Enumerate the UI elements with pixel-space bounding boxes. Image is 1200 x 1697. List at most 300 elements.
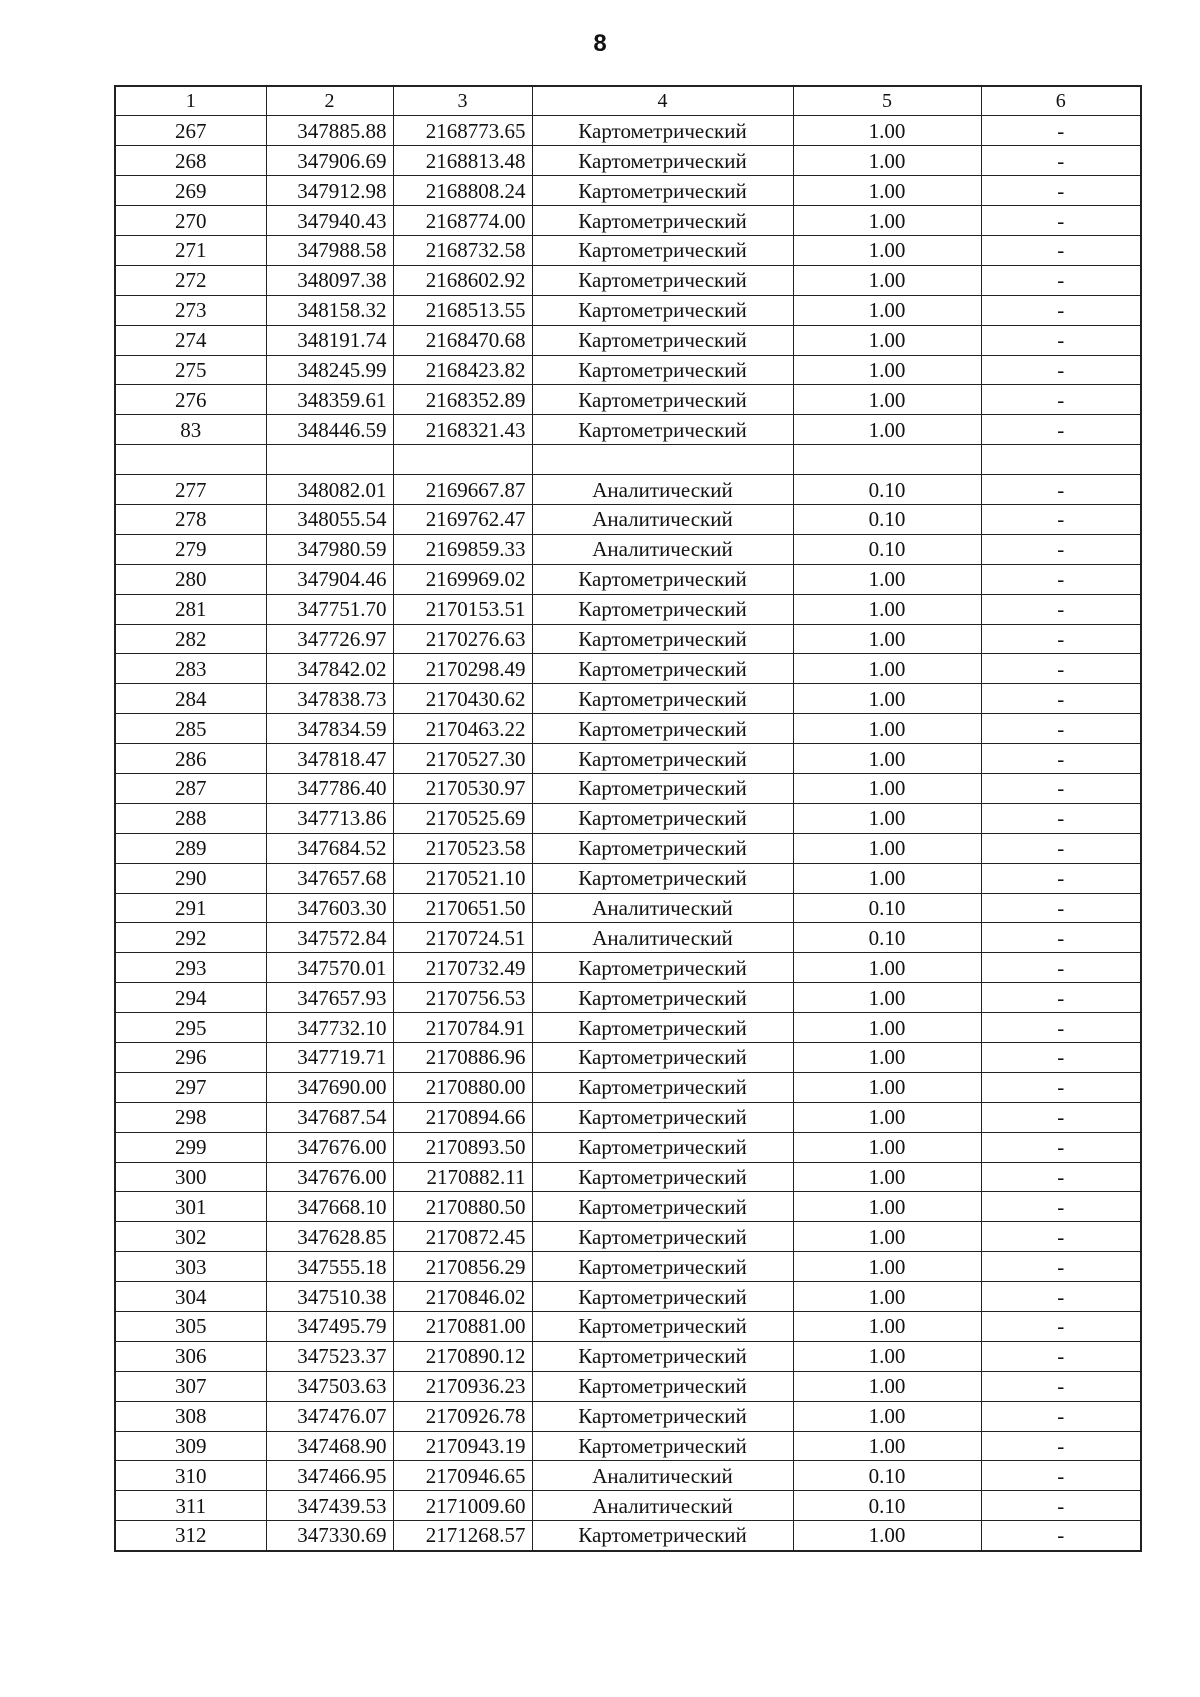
cell-x: 348097.38 xyxy=(266,265,393,295)
table-row xyxy=(115,534,1141,564)
cell-y: 2169762.47 xyxy=(393,504,532,534)
cell-method: Картометрический xyxy=(532,325,793,355)
table-row xyxy=(115,445,1141,475)
cell-x: 347676.00 xyxy=(266,1162,393,1192)
cell-point-number: 281 xyxy=(115,594,266,624)
table-row xyxy=(115,1072,1141,1102)
cell-method: Аналитический xyxy=(532,923,793,953)
cell-accuracy: 1.00 xyxy=(793,176,981,206)
cell-point-number: 289 xyxy=(115,833,266,863)
cell-point-number: 302 xyxy=(115,1222,266,1252)
cell-y: 2170276.63 xyxy=(393,624,532,654)
cell-accuracy: 1.00 xyxy=(793,265,981,295)
cell-description: - xyxy=(981,146,1141,176)
header-cell-description: 6 xyxy=(981,86,1141,116)
table-row xyxy=(115,1491,1141,1521)
cell-y: 2170651.50 xyxy=(393,893,532,923)
table-row xyxy=(115,475,1141,505)
cell-description: - xyxy=(981,863,1141,893)
cell-y: 2170890.12 xyxy=(393,1341,532,1371)
cell-method: Картометрический xyxy=(532,594,793,624)
cell-point-number: 298 xyxy=(115,1102,266,1132)
table-row xyxy=(115,1431,1141,1461)
cell-method: Картометрический xyxy=(532,863,793,893)
cell-accuracy: 1.00 xyxy=(793,564,981,594)
table-row xyxy=(115,1192,1141,1222)
cell-description: - xyxy=(981,1072,1141,1102)
table-row xyxy=(115,714,1141,744)
cell-y: 2168321.43 xyxy=(393,415,532,445)
cell-y: 2170527.30 xyxy=(393,744,532,774)
cell-x: 348082.01 xyxy=(266,475,393,505)
cell-accuracy: 0.10 xyxy=(793,1461,981,1491)
cell-x: 347786.40 xyxy=(266,773,393,803)
table-row xyxy=(115,295,1141,325)
cell-x: 347570.01 xyxy=(266,953,393,983)
cell-method: Картометрический xyxy=(532,803,793,833)
cell-method: Картометрический xyxy=(532,1013,793,1043)
cell-x: 347495.79 xyxy=(266,1312,393,1342)
cell-x: 347885.88 xyxy=(266,116,393,146)
cell-method: Картометрический xyxy=(532,1341,793,1371)
cell-point-number: 294 xyxy=(115,983,266,1013)
cell-x: 347503.63 xyxy=(266,1371,393,1401)
cell-description: - xyxy=(981,385,1141,415)
cell-y: 2170893.50 xyxy=(393,1132,532,1162)
cell-y: 2170880.50 xyxy=(393,1192,532,1222)
cell-x: 348446.59 xyxy=(266,415,393,445)
cell-y: 2168773.65 xyxy=(393,116,532,146)
cell-y: 2170936.23 xyxy=(393,1371,532,1401)
cell-accuracy: 0.10 xyxy=(793,534,981,564)
cell-point-number: 278 xyxy=(115,504,266,534)
cell-point-number: 275 xyxy=(115,355,266,385)
cell-method: Картометрический xyxy=(532,983,793,1013)
cell-y: 2169667.87 xyxy=(393,475,532,505)
table-row xyxy=(115,744,1141,774)
table-row xyxy=(115,594,1141,624)
cell-description: - xyxy=(981,564,1141,594)
cell-method: Картометрический xyxy=(532,265,793,295)
cell-x: 347713.86 xyxy=(266,803,393,833)
cell-method: Картометрический xyxy=(532,235,793,265)
cell-point-number: 285 xyxy=(115,714,266,744)
cell-accuracy: 1.00 xyxy=(793,415,981,445)
cell-accuracy: 1.00 xyxy=(793,953,981,983)
table-row xyxy=(115,1132,1141,1162)
cell-x: 347818.47 xyxy=(266,744,393,774)
cell-y: 2168602.92 xyxy=(393,265,532,295)
cell-accuracy: 1.00 xyxy=(793,1431,981,1461)
cell-description: - xyxy=(981,1521,1141,1551)
cell-accuracy: 1.00 xyxy=(793,1521,981,1551)
cell-description: - xyxy=(981,594,1141,624)
cell-accuracy: 1.00 xyxy=(793,1043,981,1073)
table-row xyxy=(115,624,1141,654)
cell-description: - xyxy=(981,504,1141,534)
cell-method: Картометрический xyxy=(532,1072,793,1102)
cell-accuracy: 1.00 xyxy=(793,1192,981,1222)
cell-point-number: 312 xyxy=(115,1521,266,1551)
cell-point-number: 290 xyxy=(115,863,266,893)
cell-accuracy: 0.10 xyxy=(793,504,981,534)
cell-x xyxy=(266,445,393,475)
header-cell-x: 2 xyxy=(266,86,393,116)
cell-point-number: 282 xyxy=(115,624,266,654)
cell-accuracy: 1.00 xyxy=(793,624,981,654)
cell-point-number: 288 xyxy=(115,803,266,833)
cell-method: Картометрический xyxy=(532,714,793,744)
cell-accuracy: 1.00 xyxy=(793,1282,981,1312)
cell-method: Аналитический xyxy=(532,1491,793,1521)
cell-x: 347842.02 xyxy=(266,654,393,684)
cell-point-number: 296 xyxy=(115,1043,266,1073)
cell-x: 347904.46 xyxy=(266,564,393,594)
cell-description: - xyxy=(981,833,1141,863)
cell-y xyxy=(393,445,532,475)
table-row xyxy=(115,504,1141,534)
header-cell-point-number: 1 xyxy=(115,86,266,116)
cell-description: - xyxy=(981,1461,1141,1491)
table-row xyxy=(115,1162,1141,1192)
cell-point-number: 309 xyxy=(115,1431,266,1461)
cell-method: Картометрический xyxy=(532,1521,793,1551)
cell-method: Картометрический xyxy=(532,1371,793,1401)
cell-description: - xyxy=(981,803,1141,833)
cell-description: - xyxy=(981,1043,1141,1073)
cell-method: Аналитический xyxy=(532,534,793,564)
cell-x: 347657.93 xyxy=(266,983,393,1013)
cell-x: 347687.54 xyxy=(266,1102,393,1132)
cell-point-number: 304 xyxy=(115,1282,266,1312)
cell-accuracy: 1.00 xyxy=(793,1312,981,1342)
cell-accuracy: 1.00 xyxy=(793,833,981,863)
table-row xyxy=(115,1102,1141,1132)
table-row xyxy=(115,684,1141,714)
cell-accuracy: 1.00 xyxy=(793,1401,981,1431)
cell-y: 2170882.11 xyxy=(393,1162,532,1192)
header-cell-accuracy: 5 xyxy=(793,86,981,116)
cell-point-number: 272 xyxy=(115,265,266,295)
cell-description: - xyxy=(981,624,1141,654)
cell-description: - xyxy=(981,1102,1141,1132)
cell-y: 2168470.68 xyxy=(393,325,532,355)
cell-accuracy: 1.00 xyxy=(793,1132,981,1162)
cell-method: Картометрический xyxy=(532,564,793,594)
table-row xyxy=(115,1222,1141,1252)
header-cell-method: 4 xyxy=(532,86,793,116)
cell-description: - xyxy=(981,235,1141,265)
cell-method: Картометрический xyxy=(532,624,793,654)
cell-method: Картометрический xyxy=(532,654,793,684)
cell-point-number: 269 xyxy=(115,176,266,206)
cell-point-number: 267 xyxy=(115,116,266,146)
cell-method: Картометрический xyxy=(532,953,793,983)
cell-x: 347676.00 xyxy=(266,1132,393,1162)
cell-description: - xyxy=(981,1371,1141,1401)
table-body xyxy=(115,86,1141,1551)
cell-x: 347726.97 xyxy=(266,624,393,654)
table-header-row xyxy=(115,86,1141,116)
cell-x: 348158.32 xyxy=(266,295,393,325)
cell-accuracy: 1.00 xyxy=(793,295,981,325)
cell-point-number: 297 xyxy=(115,1072,266,1102)
cell-description: - xyxy=(981,1132,1141,1162)
table-row xyxy=(115,116,1141,146)
cell-description: - xyxy=(981,265,1141,295)
cell-point-number: 292 xyxy=(115,923,266,953)
cell-x: 347719.71 xyxy=(266,1043,393,1073)
cell-accuracy: 1.00 xyxy=(793,235,981,265)
cell-y: 2170926.78 xyxy=(393,1401,532,1431)
cell-point-number: 286 xyxy=(115,744,266,774)
cell-method: Картометрический xyxy=(532,146,793,176)
cell-x: 348191.74 xyxy=(266,325,393,355)
cell-accuracy: 0.10 xyxy=(793,1491,981,1521)
table-row xyxy=(115,265,1141,295)
cell-accuracy: 1.00 xyxy=(793,1341,981,1371)
cell-accuracy: 1.00 xyxy=(793,654,981,684)
cell-y: 2170430.62 xyxy=(393,684,532,714)
cell-y: 2170523.58 xyxy=(393,833,532,863)
cell-accuracy: 0.10 xyxy=(793,893,981,923)
cell-x: 347439.53 xyxy=(266,1491,393,1521)
cell-x: 347834.59 xyxy=(266,714,393,744)
cell-accuracy: 1.00 xyxy=(793,684,981,714)
cell-point-number: 303 xyxy=(115,1252,266,1282)
table-row xyxy=(115,953,1141,983)
cell-description: - xyxy=(981,1013,1141,1043)
cell-description: - xyxy=(981,953,1141,983)
cell-description: - xyxy=(981,983,1141,1013)
cell-x: 347980.59 xyxy=(266,534,393,564)
cell-point-number: 293 xyxy=(115,953,266,983)
cell-point-number: 291 xyxy=(115,893,266,923)
cell-method: Картометрический xyxy=(532,773,793,803)
cell-method: Картометрический xyxy=(532,295,793,325)
cell-y: 2170881.00 xyxy=(393,1312,532,1342)
cell-method: Картометрический xyxy=(532,1282,793,1312)
cell-x: 347628.85 xyxy=(266,1222,393,1252)
coordinates-table xyxy=(114,85,1142,1552)
table-row xyxy=(115,923,1141,953)
cell-accuracy: 1.00 xyxy=(793,1222,981,1252)
cell-y: 2170943.19 xyxy=(393,1431,532,1461)
cell-method: Картометрический xyxy=(532,176,793,206)
cell-point-number: 270 xyxy=(115,206,266,236)
table-row xyxy=(115,176,1141,206)
cell-point-number: 300 xyxy=(115,1162,266,1192)
cell-description: - xyxy=(981,1312,1141,1342)
cell-accuracy: 1.00 xyxy=(793,1252,981,1282)
cell-description: - xyxy=(981,1282,1141,1312)
cell-x: 347906.69 xyxy=(266,146,393,176)
cell-method: Картометрический xyxy=(532,1162,793,1192)
cell-description: - xyxy=(981,1222,1141,1252)
cell-y: 2170153.51 xyxy=(393,594,532,624)
cell-accuracy: 1.00 xyxy=(793,744,981,774)
cell-point-number: 295 xyxy=(115,1013,266,1043)
table-row xyxy=(115,893,1141,923)
cell-point-number: 287 xyxy=(115,773,266,803)
cell-method: Картометрический xyxy=(532,415,793,445)
cell-description: - xyxy=(981,923,1141,953)
cell-y: 2170856.29 xyxy=(393,1252,532,1282)
cell-point-number: 306 xyxy=(115,1341,266,1371)
cell-point-number: 274 xyxy=(115,325,266,355)
table-row xyxy=(115,325,1141,355)
cell-description: - xyxy=(981,1491,1141,1521)
cell-point-number: 279 xyxy=(115,534,266,564)
cell-method: Картометрический xyxy=(532,1252,793,1282)
cell-y: 2168513.55 xyxy=(393,295,532,325)
cell-x: 347988.58 xyxy=(266,235,393,265)
cell-y: 2170894.66 xyxy=(393,1102,532,1132)
cell-description: - xyxy=(981,1431,1141,1461)
cell-y: 2170525.69 xyxy=(393,803,532,833)
cell-point-number: 311 xyxy=(115,1491,266,1521)
cell-x: 347684.52 xyxy=(266,833,393,863)
cell-y: 2169969.02 xyxy=(393,564,532,594)
cell-point-number: 280 xyxy=(115,564,266,594)
cell-description: - xyxy=(981,295,1141,325)
cell-method: Картометрический xyxy=(532,744,793,774)
cell-x: 347510.38 xyxy=(266,1282,393,1312)
cell-method: Картометрический xyxy=(532,1132,793,1162)
table-row xyxy=(115,773,1141,803)
cell-description: - xyxy=(981,893,1141,923)
cell-y: 2170732.49 xyxy=(393,953,532,983)
cell-y: 2168352.89 xyxy=(393,385,532,415)
cell-x: 347838.73 xyxy=(266,684,393,714)
cell-x: 347466.95 xyxy=(266,1461,393,1491)
table-row xyxy=(115,654,1141,684)
cell-point-number: 310 xyxy=(115,1461,266,1491)
cell-accuracy: 1.00 xyxy=(793,1072,981,1102)
cell-method: Картометрический xyxy=(532,206,793,236)
table-row xyxy=(115,1013,1141,1043)
cell-y: 2170298.49 xyxy=(393,654,532,684)
cell-method: Картометрический xyxy=(532,1431,793,1461)
cell-point-number: 83 xyxy=(115,415,266,445)
cell-point-number: 308 xyxy=(115,1401,266,1431)
cell-accuracy: 1.00 xyxy=(793,983,981,1013)
cell-point-number: 273 xyxy=(115,295,266,325)
table-row xyxy=(115,146,1141,176)
cell-x: 347668.10 xyxy=(266,1192,393,1222)
table-row xyxy=(115,1461,1141,1491)
cell-y: 2170724.51 xyxy=(393,923,532,953)
cell-accuracy: 1.00 xyxy=(793,714,981,744)
cell-method: Аналитический xyxy=(532,504,793,534)
cell-method: Аналитический xyxy=(532,475,793,505)
cell-method: Картометрический xyxy=(532,1222,793,1252)
cell-accuracy: 1.00 xyxy=(793,355,981,385)
cell-point-number: 301 xyxy=(115,1192,266,1222)
cell-y: 2170521.10 xyxy=(393,863,532,893)
cell-x: 348245.99 xyxy=(266,355,393,385)
cell-y: 2171268.57 xyxy=(393,1521,532,1551)
cell-accuracy: 1.00 xyxy=(793,594,981,624)
cell-accuracy: 1.00 xyxy=(793,1371,981,1401)
cell-accuracy: 1.00 xyxy=(793,206,981,236)
table-row xyxy=(115,1282,1141,1312)
table-row xyxy=(115,863,1141,893)
cell-y: 2170756.53 xyxy=(393,983,532,1013)
table-row xyxy=(115,803,1141,833)
table-row xyxy=(115,564,1141,594)
table-row xyxy=(115,1252,1141,1282)
cell-y: 2168423.82 xyxy=(393,355,532,385)
cell-accuracy: 1.00 xyxy=(793,116,981,146)
cell-x: 347523.37 xyxy=(266,1341,393,1371)
header-cell-y: 3 xyxy=(393,86,532,116)
cell-x: 348359.61 xyxy=(266,385,393,415)
cell-x: 347468.90 xyxy=(266,1431,393,1461)
table-row xyxy=(115,355,1141,385)
cell-point-number: 307 xyxy=(115,1371,266,1401)
cell-y: 2170872.45 xyxy=(393,1222,532,1252)
cell-accuracy: 0.10 xyxy=(793,923,981,953)
cell-accuracy: 1.00 xyxy=(793,146,981,176)
cell-x: 347555.18 xyxy=(266,1252,393,1282)
cell-accuracy: 1.00 xyxy=(793,803,981,833)
cell-description: - xyxy=(981,1401,1141,1431)
table-row xyxy=(115,385,1141,415)
cell-point-number: 283 xyxy=(115,654,266,684)
cell-description: - xyxy=(981,1162,1141,1192)
cell-y: 2169859.33 xyxy=(393,534,532,564)
cell-accuracy xyxy=(793,445,981,475)
cell-x: 347751.70 xyxy=(266,594,393,624)
table-row xyxy=(115,1521,1141,1551)
cell-accuracy: 1.00 xyxy=(793,863,981,893)
cell-y: 2168732.58 xyxy=(393,235,532,265)
cell-y: 2170886.96 xyxy=(393,1043,532,1073)
cell-x: 347572.84 xyxy=(266,923,393,953)
table-row xyxy=(115,1312,1141,1342)
cell-method: Картометрический xyxy=(532,385,793,415)
cell-description: - xyxy=(981,684,1141,714)
cell-y: 2170530.97 xyxy=(393,773,532,803)
cell-accuracy: 1.00 xyxy=(793,1162,981,1192)
cell-point-number: 268 xyxy=(115,146,266,176)
cell-description: - xyxy=(981,116,1141,146)
table-row xyxy=(115,983,1141,1013)
cell-y: 2170880.00 xyxy=(393,1072,532,1102)
cell-point-number: 299 xyxy=(115,1132,266,1162)
cell-description: - xyxy=(981,325,1141,355)
cell-description: - xyxy=(981,744,1141,774)
cell-method: Аналитический xyxy=(532,1461,793,1491)
cell-y: 2170784.91 xyxy=(393,1013,532,1043)
cell-x: 348055.54 xyxy=(266,504,393,534)
cell-y: 2171009.60 xyxy=(393,1491,532,1521)
page-number: 8 xyxy=(593,30,607,57)
cell-description: - xyxy=(981,1341,1141,1371)
cell-method: Картометрический xyxy=(532,833,793,863)
cell-y: 2168774.00 xyxy=(393,206,532,236)
table-row xyxy=(115,1401,1141,1431)
cell-method: Картометрический xyxy=(532,1102,793,1132)
cell-description: - xyxy=(981,1252,1141,1282)
cell-description: - xyxy=(981,714,1141,744)
cell-method xyxy=(532,445,793,475)
table-row xyxy=(115,833,1141,863)
table-row xyxy=(115,415,1141,445)
cell-y: 2170846.02 xyxy=(393,1282,532,1312)
cell-point-number: 271 xyxy=(115,235,266,265)
